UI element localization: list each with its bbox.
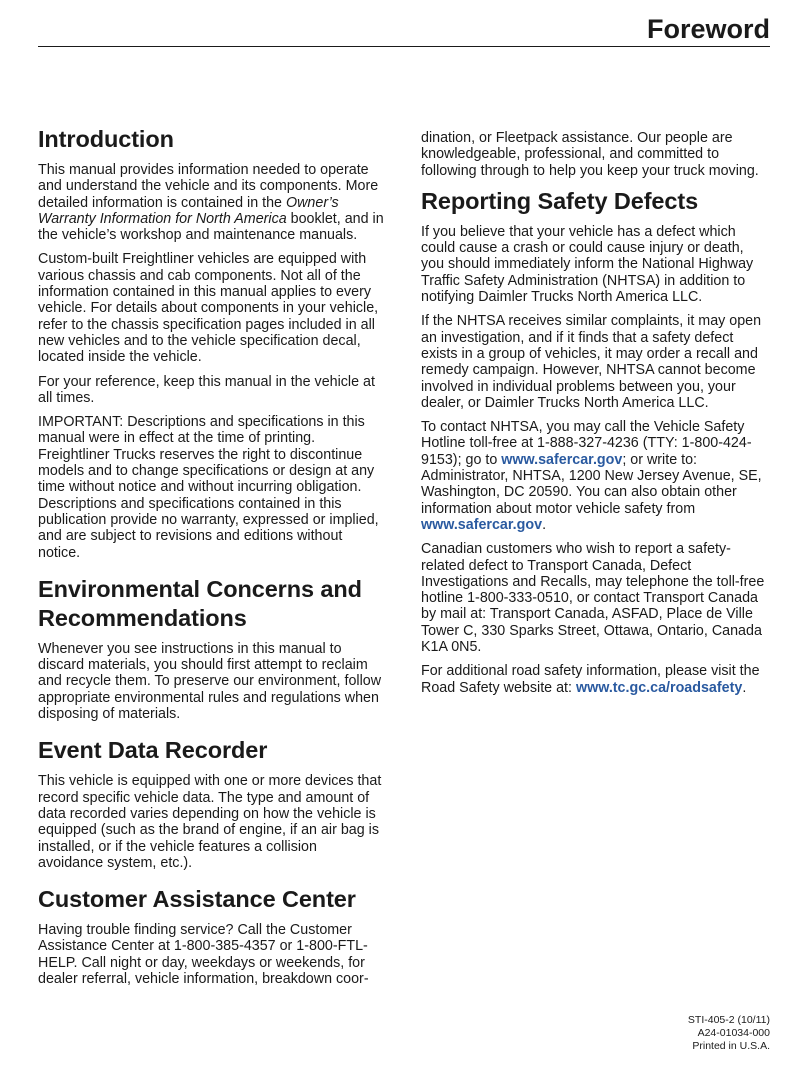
safety-defects-heading: Reporting Safety Defects bbox=[421, 187, 699, 214]
environmental-section bbox=[38, 575, 386, 722]
road-safety-link[interactable]: www.tc.gc.ca/roadsafety bbox=[575, 679, 743, 696]
introduction-paragraph-4: IMPORTANT: Descriptions and specifications in this manual were in effect at the time of printing. Freightliner Trucks reserves the right to discontinue models and to change specifications or design at any time without notice and without incurring obligation. Descriptions and specifications contained in this publication provide no warranty, expressed or implied, and are subject to revisions and editions without notice. bbox=[38, 414, 379, 561]
document-number: STI-405-2 (10/11) bbox=[687, 1014, 770, 1026]
introduction-heading: Introduction bbox=[38, 126, 174, 152]
safety-paragraph-2: If the NHTSA receives similar complaints, it may open an investigation, and if it finds that a safety defect exists in a group of vehicles, it may order a recall and remedy campaign. However, NHTSA cannot become involved in individual problems between you, your dealer, or Daimler Trucks North America LLC. bbox=[421, 313, 762, 411]
safety-defects-section bbox=[421, 187, 769, 696]
safercar-link-1[interactable]: www.safercar.gov bbox=[501, 451, 623, 468]
safety-paragraph-1: If you believe that your vehicle has a defect which could cause a crash or could cause injury or death, you should immediately inform the National Highway Traffic Safety Administration (NHTSA) in addition to notifying Daimler Trucks North America LLC. bbox=[421, 223, 754, 306]
event-data-recorder-paragraph: This vehicle is equipped with one or more devices that record specific vehicle data. The type and amount of data recorded varies depending on how the vehicle is equipped (such as the brand of engine, if an air bag is installed, or if the vehicle features a collision avoidance system, etc.). bbox=[38, 773, 382, 871]
left-column bbox=[38, 125, 386, 995]
safety-paragraph-5: For additional road safety information, please visit the Road Safety website at: www.tc.gc.ca/roadsafety. bbox=[421, 663, 760, 696]
right-column bbox=[421, 130, 769, 704]
introduction-paragraph-1: This manual provides information needed to operate and understand the vehicle and its components. More detailed information is contained in the Owner’s Warranty Information for North America booklet, and in the vehicle’s workshop and maintenance manuals. bbox=[38, 162, 384, 244]
customer-assistance-paragraph-continued: dination, or Fleetpack assistance. Our people are knowledgeable, professional, and committed to following through to help you keep your truck moving. bbox=[421, 130, 759, 179]
header-rule bbox=[38, 46, 770, 47]
safety-paragraph-4: Canadian customers who wish to report a safety-related defect to Transport Canada, Defect Investigations and Recalls, may telephone the toll-free hotline 1-800-333-0510, or contact Transport Canada by mail at: Transport Canada, ASFAD, Place de Ville Tower C, 330 Sparks Street, Ottawa, Ontario, Canada K1A 0N5. bbox=[421, 541, 765, 656]
printed-in: Printed in U.S.A. bbox=[692, 1040, 770, 1052]
customer-assistance-section bbox=[38, 885, 386, 987]
document-footer bbox=[688, 1014, 770, 1053]
introduction-paragraph-3: For your reference, keep this manual in the vehicle at all times. bbox=[38, 373, 375, 406]
introduction-paragraph-2: Custom-built Freightliner vehicles are equipped with various chassis and cab components. Not all of the information contained in this manual applies to every vehicle. For details about components in your vehicle, refer to the chassis specification pages included in all new vehicles and to the vehicle specification decal, located inside the vehicle. bbox=[38, 251, 379, 366]
event-data-recorder-heading: Event Data Recorder bbox=[38, 737, 268, 764]
safety-paragraph-3: To contact NHTSA, you may call the Vehicle Safety Hotline toll-free at 1-888-327-4236 (TTY: 1-800-424-9153); go to www.safercar.gov; or write to: Administrator, NHTSA, 1200 New Jersey Avenue, SE, Washington, DC 20590. You can also obtain other information about motor vehicle safety from www.safercar.gov. bbox=[421, 419, 762, 533]
environmental-paragraph: Whenever you see instructions in this manual to discard materials, you should first attempt to reclaim and recycle them. To preserve our environment, follow appropriate environmental rules and regulations when disposing of materials. bbox=[38, 640, 382, 723]
environmental-heading: Environmental Concerns and Recommendations bbox=[38, 575, 362, 631]
introduction-section bbox=[38, 125, 386, 561]
page-title: Foreword bbox=[646, 14, 770, 44]
safercar-link-2[interactable]: www.safercar.gov bbox=[421, 516, 543, 533]
warranty-booklet-title: Owner’s Warranty Information for North America bbox=[38, 194, 339, 227]
part-number: A24-01034-000 bbox=[697, 1027, 770, 1039]
customer-assistance-heading: Customer Assistance Center bbox=[38, 886, 356, 913]
customer-assistance-paragraph: Having trouble finding service? Call the Customer Assistance Center at 1-800-385-4357 or 1-800-FTL-HELP. Call night or day, weekdays or weekends, for dealer referral, vehicle information, breakdown coor- bbox=[38, 922, 369, 987]
event-data-recorder-section bbox=[38, 736, 386, 871]
